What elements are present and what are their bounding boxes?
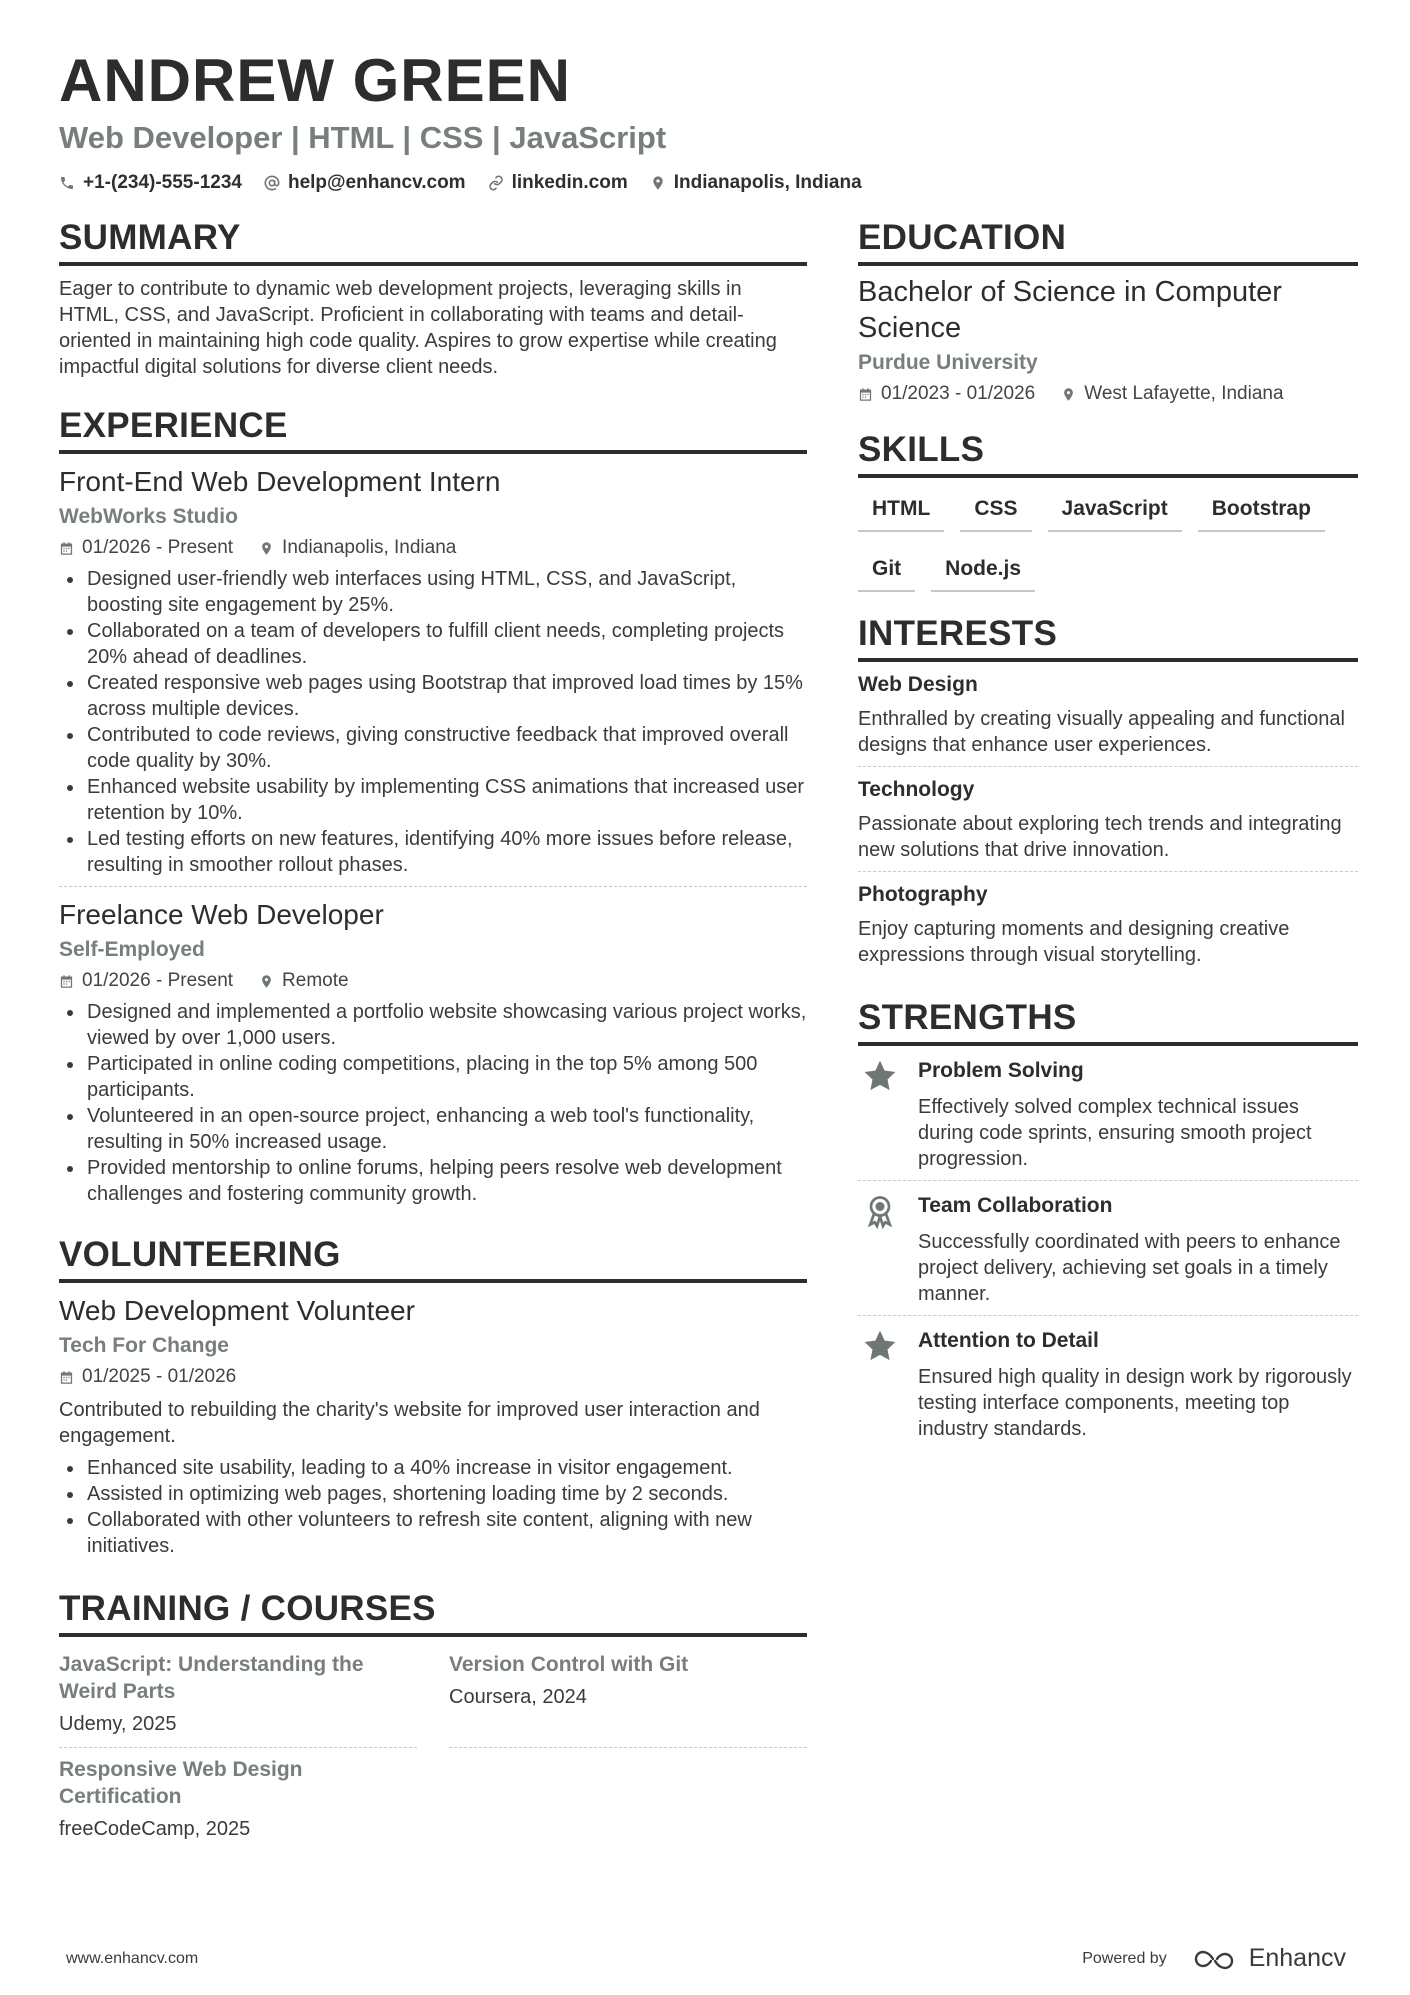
company-name: Self-Employed [59,938,205,961]
skill-tag: Git [858,548,915,592]
interest-item [858,662,1358,766]
brand-logo[interactable] [1193,1944,1346,1973]
strength-title: Team Collaboration [918,1194,1113,1217]
calendar-icon [59,541,74,556]
volunteering-title: VOLUNTEERING [59,1235,807,1283]
volunteer-dates-text: 01/2025 - 01/2026 [82,1366,237,1387]
job-location-text: Remote [282,970,349,991]
skill-tag: JavaScript [1048,488,1182,532]
strengths-section [858,998,1358,1450]
education-location [1061,382,1283,406]
interest-title: Technology [858,778,975,801]
job-title: Front-End Web Development Intern [59,466,501,497]
course-title: Responsive Web Design Certification [59,1758,303,1808]
course-title: Version Control with Git [449,1653,689,1676]
job-bullets [59,999,807,1207]
education-section [858,218,1358,406]
contact-linkedin-text: linkedin.com [511,172,628,193]
experience-entry [59,454,807,886]
right-column [858,218,1358,1476]
link-icon [488,175,504,191]
bullet-item: Participated in online coding competitions, placing in the top 5% among 500 participants. [59,1051,807,1103]
bullet-item: Created responsive web pages using Bootstrap that improved load times by 15% across multiple devices. [59,670,807,722]
strengths-title: STRENGTHS [858,998,1358,1046]
bullet-item: Enhanced site usability, leading to a 40% increase in visitor engagement. [59,1455,807,1481]
strength-body [904,1058,1358,1172]
interest-desc: Enjoy capturing moments and designing creative expressions through visual storytelling. [858,918,1290,966]
resume-header [59,46,1359,194]
calendar-icon [858,387,873,402]
strength-title: Attention to Detail [918,1329,1099,1352]
bullet-item: Assisted in optimizing web pages, shortening loading time by 2 seconds. [59,1481,807,1507]
strength-item [858,1315,1358,1450]
bullet-item: Designed and implemented a portfolio website showcasing various project works, viewed by over 1,000 users. [59,999,807,1051]
contact-bar [59,172,1359,194]
course-provider: Udemy, 2025 [59,1713,177,1735]
interests-title: INTERESTS [858,614,1358,662]
degree-name: Bachelor of Science in Computer Science [858,276,1282,344]
location-icon [259,974,274,989]
star-icon [858,1058,904,1172]
brand-name: Enhancv [1248,1944,1346,1972]
experience-entry [59,886,807,1215]
course-title: JavaScript: Understanding the Weird Parts [59,1653,364,1703]
strength-item [858,1046,1358,1180]
job-location-text: Indianapolis, Indiana [282,537,457,558]
skill-tag: HTML [858,488,944,532]
interest-desc: Enthralled by creating visually appealing and functional designs that enhance user experiences. [858,708,1345,756]
skills-title: SKILLS [858,430,1358,478]
skill-tag: Bootstrap [1198,488,1325,532]
contact-phone-text: +1-(234)-555-1234 [83,172,242,193]
contact-location [650,172,862,194]
volunteering-section [59,1235,807,1567]
course-item [59,1643,417,1748]
enhancv-logo-icon [1193,1947,1239,1971]
bullet-item: Contributed to code reviews, giving constructive feedback that improved overall code quality by 30%. [59,722,807,774]
training-section [59,1589,807,1852]
job-location [259,969,349,993]
strength-title: Problem Solving [918,1059,1084,1082]
job-location [259,536,456,560]
summary-text: Eager to contribute to dynamic web development projects, leveraging skills in HTML, CSS, and JavaScript. Proficient in collaborating with teams and detail-oriented in maintaining high code quality. Aspires to grow expertise while creating impactful digital solutions for diverse client needs. [59,278,777,378]
summary-section [59,218,807,380]
award-ribbon-icon [858,1193,904,1307]
job-dates [59,969,233,993]
page-footer [66,1944,1346,1973]
education-location-text: West Lafayette, Indiana [1084,383,1284,404]
strength-desc: Successfully coordinated with peers to enhance project delivery, achieving set goals in a timely manner. [918,1231,1341,1305]
job-title: Freelance Web Developer [59,899,384,930]
interests-section [858,614,1358,976]
location-icon [650,175,666,191]
course-provider: Coursera, 2024 [449,1686,587,1708]
at-icon [264,175,280,191]
strength-desc: Ensured high quality in design work by rigorously testing interface components, meeting top industry standards. [918,1366,1352,1440]
job-meta [59,969,807,993]
interest-item [858,871,1358,976]
experience-section [59,406,807,1215]
volunteer-bullets [59,1455,807,1559]
star-icon [858,1328,904,1442]
location-icon [259,541,274,556]
contact-phone[interactable] [59,172,242,194]
job-dates-text: 01/2026 - Present [82,537,234,558]
contact-location-text: Indianapolis, Indiana [673,172,862,193]
strength-body [904,1328,1358,1442]
skills-section [858,430,1358,592]
courses-grid [59,1643,807,1852]
course-item [59,1748,417,1852]
company-name: WebWorks Studio [59,505,238,528]
strength-item [858,1180,1358,1315]
calendar-icon [59,974,74,989]
training-title: TRAINING / COURSES [59,1589,807,1637]
course-item [449,1643,807,1748]
volunteer-meta [59,1365,807,1389]
job-dates [59,536,233,560]
bullet-item: Volunteered in an open-source project, enhancing a web tool's functionality, resulting in 50% increased usage. [59,1103,807,1155]
volunteer-description: Contributed to rebuilding the charity's website for improved user interaction and engagement. [59,1399,760,1447]
footer-website-link[interactable]: www.enhancv.com [66,1949,199,1967]
contact-email[interactable] [264,172,466,194]
volunteer-org: Tech For Change [59,1334,229,1357]
bullet-item: Collaborated on a team of developers to fulfill client needs, completing projects 20% ahead of deadlines. [59,618,807,670]
candidate-headline: Web Developer | HTML | CSS | JavaScript [59,120,667,155]
course-provider: freeCodeCamp, 2025 [59,1818,251,1840]
interest-title: Photography [858,883,988,906]
contact-linkedin[interactable] [488,172,628,194]
strength-body [904,1193,1358,1307]
education-dates-text: 01/2023 - 01/2026 [881,383,1036,404]
calendar-icon [59,1370,74,1385]
job-dates-text: 01/2026 - Present [82,970,234,991]
education-title: EDUCATION [858,218,1358,266]
job-bullets [59,566,807,878]
skill-tag: CSS [960,488,1031,532]
education-meta [858,382,1358,406]
phone-icon [59,175,75,191]
education-dates [858,382,1035,406]
bullet-item: Provided mentorship to online forums, helping peers resolve web development challenges and fostering community growth. [59,1155,807,1207]
school-name: Purdue University [858,351,1038,374]
bullet-item: Led testing efforts on new features, identifying 40% more issues before release, resulting in smoother rollout phases. [59,826,807,878]
interest-item [858,766,1358,871]
location-icon [1061,387,1076,402]
volunteer-role: Web Development Volunteer [59,1295,415,1326]
candidate-name: ANDREW GREEN [59,47,572,114]
interest-title: Web Design [858,673,978,696]
strength-desc: Effectively solved complex technical issues during code sprints, ensuring smooth project progression. [918,1096,1312,1170]
experience-title: EXPERIENCE [59,406,807,454]
volunteer-dates [59,1365,236,1389]
contact-email-text: help@enhancv.com [287,172,466,193]
job-meta [59,536,807,560]
interest-desc: Passionate about exploring tech trends and integrating new solutions that drive innovation. [858,813,1342,861]
bullet-item: Enhanced website usability by implementing CSS animations that increased user retention by 10%. [59,774,807,826]
summary-title: SUMMARY [59,218,807,266]
bullet-item: Collaborated with other volunteers to refresh site content, aligning with new initiatives. [59,1507,807,1559]
powered-by [1082,1944,1346,1973]
volunteering-entry [59,1283,807,1567]
skill-tag: Node.js [931,548,1035,592]
skills-list [858,488,1358,592]
powered-by-label: Powered by [1082,1949,1167,1967]
left-column [59,218,807,1878]
bullet-item: Designed user-friendly web interfaces using HTML, CSS, and JavaScript, boosting site engagement by 25%. [59,566,807,618]
